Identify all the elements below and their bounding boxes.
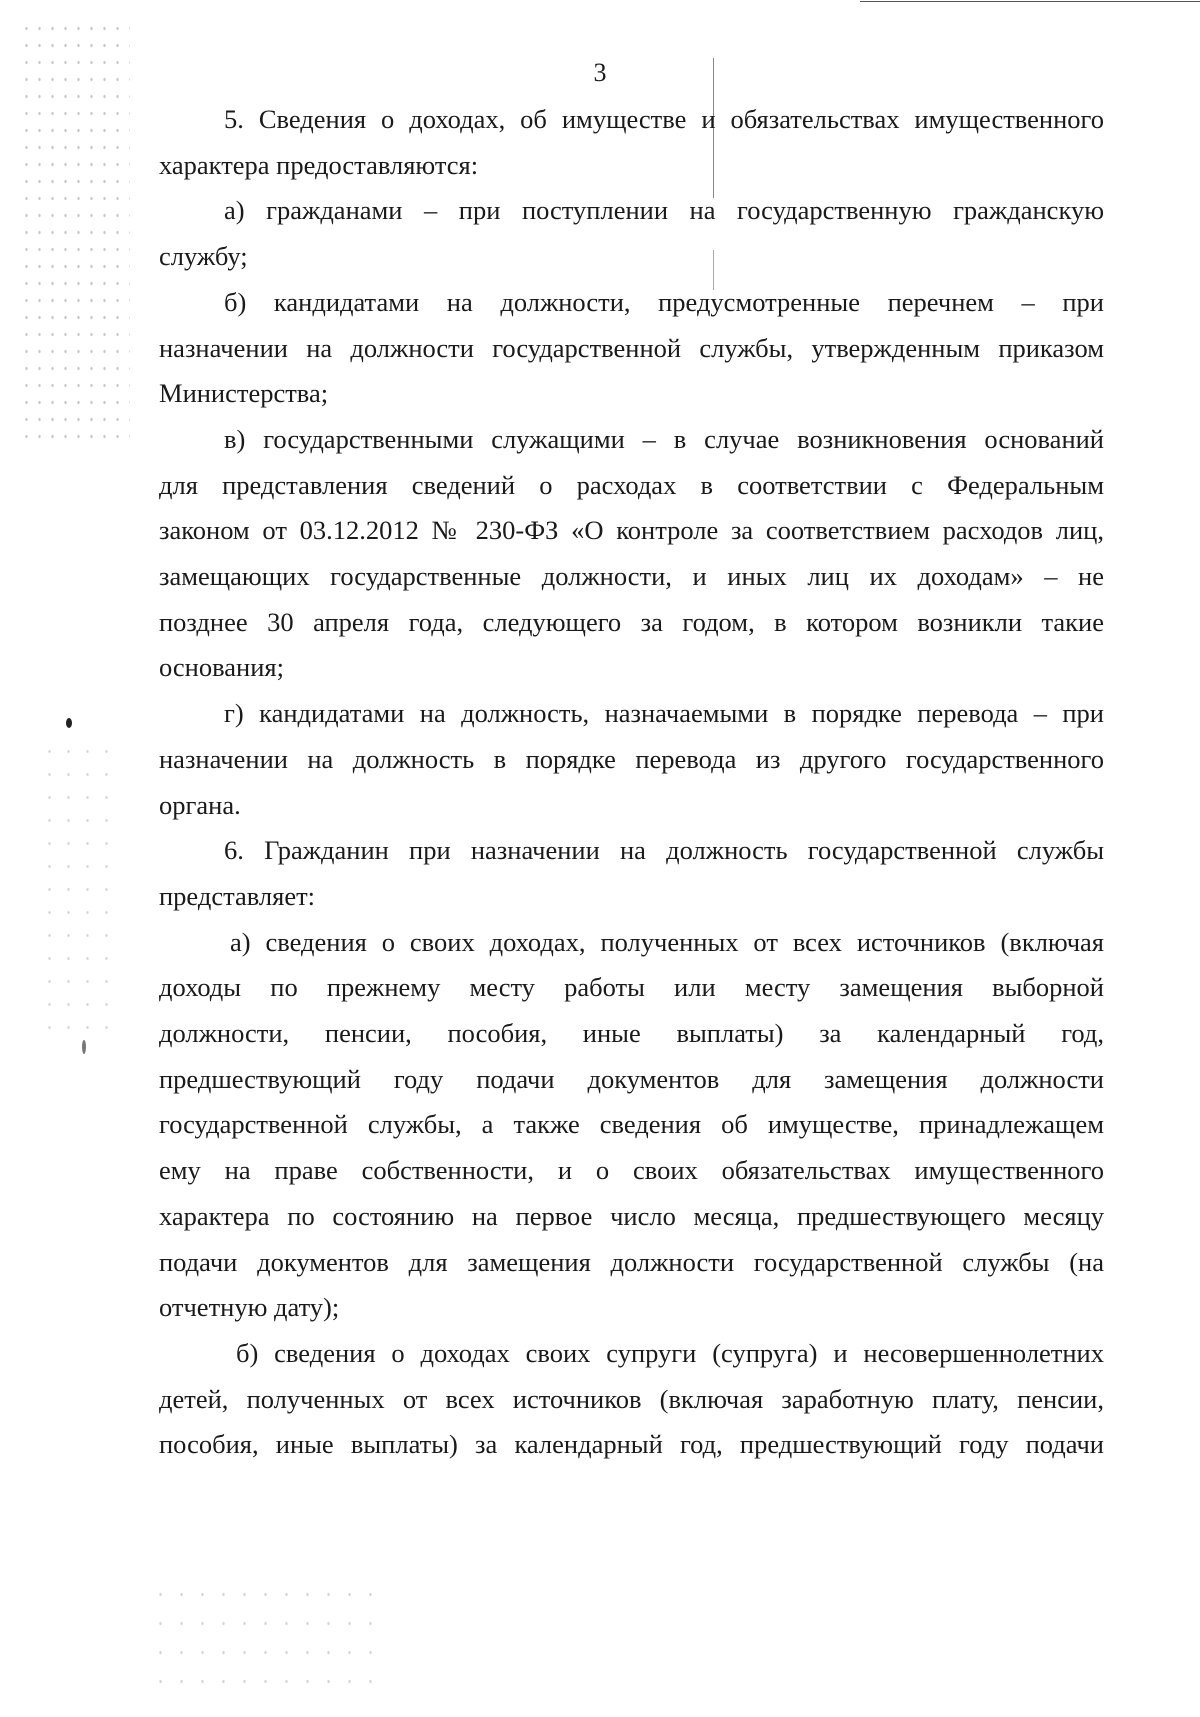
text-line: в) государственными служащими – в случае возникновения оснований bbox=[224, 423, 1104, 454]
text-line: пособия, иные выплаты) за календарный год, предшествующий году подачи bbox=[159, 1429, 1104, 1460]
text-line: подачи документов для замещения должности государственной службы (на bbox=[159, 1246, 1104, 1277]
scan-noise-bottom bbox=[150, 1580, 380, 1690]
text-line: для представления сведений о расходах в соответствии с Федеральным bbox=[159, 469, 1104, 500]
text-line: назначении на должность в порядке перевода из другого государственного bbox=[159, 743, 1104, 774]
scan-top-edge-line bbox=[860, 1, 1200, 2]
text-line: замещающих государственные должности, и иных лиц их доходам» – не bbox=[159, 561, 1104, 591]
scan-speck bbox=[66, 718, 72, 728]
text-line: 5. Сведения о доходах, об имуществе и обязательствах имущественного bbox=[224, 104, 1104, 134]
text-line: г) кандидатами на должность, назначаемыми в порядке перевода – при bbox=[224, 698, 1104, 729]
text-line: позднее 30 апреля года, следующего за годом, в котором возникли такие bbox=[159, 606, 1104, 637]
text-line: а) сведения о своих доходах, полученных от всех источников (включая bbox=[230, 926, 1104, 957]
text-line: детей, полученных от всех источников (включая заработную плату, пенсии, bbox=[159, 1383, 1104, 1414]
text-line: государственной службы, а также сведения об имуществе, принадлежащем bbox=[159, 1109, 1104, 1140]
text-line: службу; bbox=[159, 241, 248, 272]
text-line: ему на праве собственности, и о своих обязательствах имущественного bbox=[159, 1155, 1104, 1186]
text-line: б) кандидатами на должности, предусмотренные перечнем – при bbox=[224, 286, 1104, 317]
text-line: должности, пенсии, пособия, иные выплаты) за календарный год, bbox=[159, 1018, 1104, 1048]
text-line: Министерства; bbox=[159, 378, 329, 409]
text-line: органа. bbox=[159, 789, 241, 820]
scan-noise-left-margin bbox=[20, 20, 130, 440]
text-line: а) гражданами – при поступлении на государственную гражданскую bbox=[224, 195, 1104, 226]
text-line: доходы по прежнему месту работы или месту замещения выборной bbox=[159, 972, 1104, 1003]
text-line: назначении на должности государственной службы, утвержденным приказом bbox=[159, 332, 1104, 363]
scan-speck bbox=[82, 1040, 86, 1054]
text-line: 6. Гражданин при назначении на должность государственной службы bbox=[224, 835, 1104, 866]
scan-noise-left-margin-2 bbox=[40, 740, 120, 1040]
text-line: отчетную дату); bbox=[159, 1292, 340, 1323]
text-line: характера по состоянию на первое число месяца, предшествующего месяцу bbox=[159, 1200, 1104, 1231]
text-line: б) сведения о доходах своих супруги (супруга) и несовершеннолетних bbox=[236, 1337, 1104, 1368]
text-line: представляет: bbox=[159, 880, 316, 911]
text-line: законом от 03.12.2012 № 230-ФЗ «О контроле за соответствием расходов лиц, bbox=[159, 515, 1104, 546]
text-line: основания; bbox=[159, 652, 284, 683]
text-line: характера предоставляются: bbox=[159, 149, 479, 180]
text-line: предшествующий году подачи документов для замещения должности bbox=[159, 1063, 1104, 1094]
page-number: 3 bbox=[593, 58, 607, 87]
